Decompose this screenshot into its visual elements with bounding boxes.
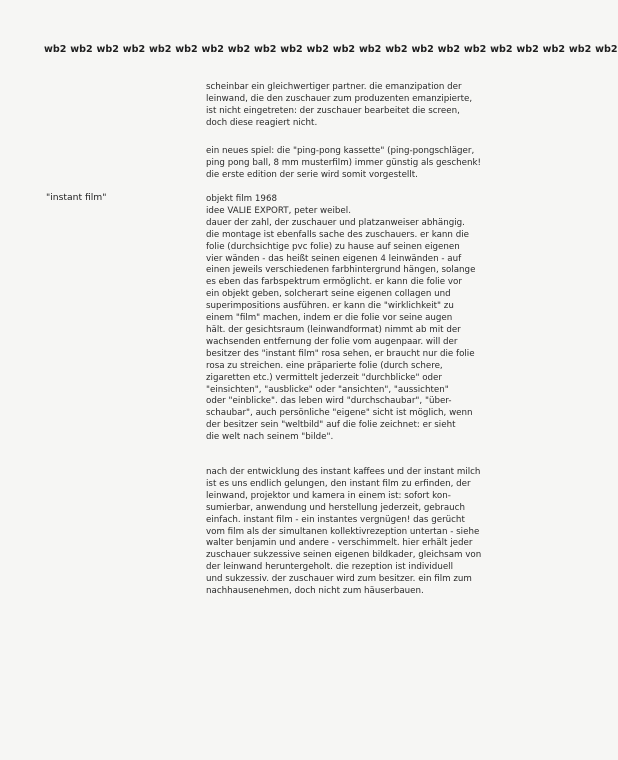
text-line: einfach. instant film - ein instantes vergnügen! das gerücht [206,514,465,525]
paragraph-1 [206,82,498,130]
text-line: folie (durchsichtige pvc folie) zu hause auf seinen eigenen [206,241,460,252]
text-line: die montage ist ebenfalls sache des zuschauers. er kann die [206,229,469,240]
text-line: der besitzer sein "weltbild" auf die folie zeichnet: er sieht [206,420,456,431]
text-line: dauer der zahl, der zuschauer und platzanweiser abhängig. [206,217,465,228]
text-line: zuschauer sukzessive seinen eigenen bildkader, gleichsam von [206,550,482,561]
text-line: es eben das farbspektrum ermöglicht. er kann die folie vor [206,277,462,288]
text-line: ein neues spiel: die "ping-pong kassette" (ping-pongschläger, [206,146,475,156]
text-line: sumierbar, anwendung und herstellung jederzeit, gebrauch [206,502,465,513]
text-line: einem "film" machen, indem er die folie vor seine augen [206,313,453,324]
text-line: schaubar", auch persönliche "eigene" sicht ist möglich, wenn [206,408,473,419]
text-line: ist es uns endlich gelungen, den instant film zu erfinden, der [206,478,471,489]
text-line: zigaretten etc.) vermittelt jederzeit "durchblicke" oder [206,372,442,383]
text-line: objekt film 1968 [206,194,278,204]
text-line: ein objekt geben, solcherart seine eigenen collagen und [206,289,451,300]
paragraph-4 [206,467,498,598]
text-line: leinwand, projektor und kamera in einem ist: sofort kon- [206,490,451,501]
text-line: vom film als der simultanen kollektivrezeption untertan - siehe [206,526,480,537]
text-line: superimpositions ausführen. er kann die "wirklichkeit" zu [206,301,454,312]
text-line: der leinwand heruntergeholt. die rezeption ist individuell [206,562,453,573]
text-line: walter benjamin und andere - verschimmelt. hier erhält jeder [206,538,473,549]
text-line: nachhausenehmen, doch nicht zum häuserbauen. [206,586,424,597]
text-line: doch diese reagiert nicht. [206,117,318,128]
text-line: die welt nach seinem "bilde". [206,432,334,443]
text-line: die erste edition der serie wird somit vorgestellt. [206,169,418,180]
header-repeat-text: wb2 wb2 wb2 wb2 wb2 wb2 wb2 wb2 wb2 wb2 wb2 wb2 wb2 wb2 wb2 wb2 wb2 wb2 wb2 wb2 wb2 wb2 [44,44,618,55]
text-line: vier wänden - das heißt seinen eigenen 4 leinwänden - auf [206,253,462,264]
text-line: nach der entwicklung des instant kaffees und der instant milch [206,467,481,477]
text-line: besitzer des "instant film" rosa sehen, er braucht nur die folie [206,348,475,359]
text-line: hält. der gesichtsraum (leinwandformat) nimmt ab mit der [206,324,461,335]
text-line: und sukzessiv. der zuschauer wird zum besitzer. ein film zum [206,574,472,585]
text-line: leinwand, die den zuschauer zum produzenten emanzipierte, [206,93,473,104]
text-line: einen jeweils verschiedenen farbhintergrund hängen, solange [206,265,476,276]
text-line: scheinbar ein gleichwertiger partner. die emanzipation der [206,82,462,92]
text-line: idee VALIE EXPORT, peter weibel. [206,205,351,216]
paragraph-3 [206,194,498,444]
text-line: wachsenden entfernung der folie vom augenpaar. will der [206,336,458,347]
margin-label-instant-film: "instant film" [46,192,107,203]
text-line: ping pong ball, 8 mm musterfilm) immer günstig als geschenk! [206,157,482,168]
text-line: "einsichten", "ausblicke" oder "ansichten", "aussichten" [206,384,449,395]
text-line: rosa zu streichen. eine präparierte folie (durch schere, [206,360,443,371]
text-line: ist nicht eingetreten: der zuschauer bearbeitet die screen, [206,105,460,116]
text-line: oder "einblicke". das leben wird "durchschaubar", "über- [206,396,452,407]
paragraph-2 [206,146,498,182]
